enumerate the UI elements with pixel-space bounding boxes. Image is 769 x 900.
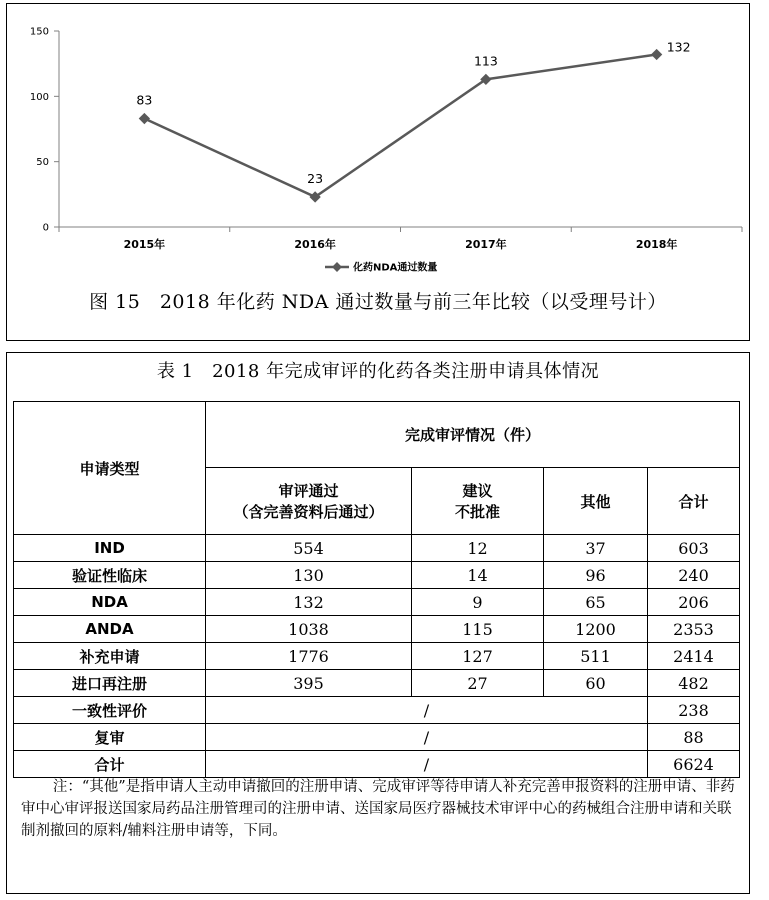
cell-approved: 132: [206, 589, 412, 616]
table-row: [14, 643, 740, 670]
cell-total: 482: [648, 670, 740, 697]
y-tick-label: 100: [29, 91, 49, 103]
row-label: NDA: [14, 589, 206, 616]
data-point: [139, 113, 150, 124]
chart-legend: [325, 261, 437, 274]
table-note: 注：“其他”是指申请人主动申请撤回的注册申请、完成审评等待申请人补充完善申报资料的注册申请、非药审中心审评报送国家局药品注册管理司的注册申请、送国家局医疗器械技术审评中心的药械组合注册申请和关联制剂撤回的原料/辅料注册申请等，下同。: [21, 779, 735, 839]
cell-total: 206: [648, 589, 740, 616]
cell-total: 2414: [648, 643, 740, 670]
header-reject: [412, 468, 544, 535]
header-group: 完成审评情况（件）: [206, 402, 740, 468]
series-line: [144, 55, 656, 197]
cell-other: 511: [544, 643, 648, 670]
cell-other: 65: [544, 589, 648, 616]
table-box: [6, 352, 750, 894]
table-row-merged: [14, 697, 740, 724]
data-label: 23: [307, 170, 324, 186]
header-approved-line1: 审评通过: [278, 482, 339, 500]
x-tick-label: 2018年: [635, 238, 678, 251]
table-row: [14, 562, 740, 589]
y-tick-label: 150: [29, 26, 49, 38]
cell-reject: 14: [412, 562, 544, 589]
cell-total: 603: [648, 535, 740, 562]
cell-approved: 1776: [206, 643, 412, 670]
cell-other: 60: [544, 670, 648, 697]
cell-merged: /: [206, 724, 648, 751]
cell-other: 1200: [544, 616, 648, 643]
figure-box: [6, 3, 750, 341]
header-type: 申请类型: [14, 402, 206, 535]
cell-merged: /: [206, 751, 648, 778]
x-tick-label: 2017年: [465, 238, 507, 251]
header-other: 其他: [544, 468, 648, 535]
chart-axes: [30, 27, 742, 252]
cell-reject: 115: [412, 616, 544, 643]
row-label: 一致性评价: [14, 697, 206, 724]
cell-reject: 9: [412, 589, 544, 616]
cell-approved: 130: [206, 562, 412, 589]
cell-approved: 1038: [206, 616, 412, 643]
cell-total: 238: [648, 697, 740, 724]
header-total: 合计: [648, 468, 740, 535]
data-label: 113: [473, 53, 498, 69]
cell-approved: 554: [206, 535, 412, 562]
figure-caption: 图 15 2018 年化药 NDA 通过数量与前三年比较（以受理号计）: [89, 291, 667, 313]
x-tick-label: 2016年: [294, 238, 336, 251]
table-title: 表 1 2018 年完成审评的化药各类注册申请具体情况: [156, 361, 600, 382]
chart-marks: [136, 40, 690, 203]
cell-reject: 27: [412, 670, 544, 697]
legend-marker: [332, 262, 342, 272]
line-chart: [7, 4, 749, 284]
row-label: 进口再注册: [14, 670, 206, 697]
table-row: [14, 616, 740, 643]
table-row-merged: [14, 751, 740, 778]
cell-merged: /: [206, 697, 648, 724]
data-point: [651, 49, 662, 60]
y-tick-label: 50: [36, 157, 49, 169]
cell-other: 96: [544, 562, 648, 589]
table-row: [14, 589, 740, 616]
x-tick-label: 2015年: [123, 238, 166, 251]
legend-label: 化药NDA通过数量: [353, 262, 438, 274]
cell-total: 2353: [648, 616, 740, 643]
header-approved: [206, 468, 412, 535]
cell-total: 6624: [648, 751, 740, 778]
cell-other: 37: [544, 535, 648, 562]
cell-reject: 127: [412, 643, 544, 670]
row-label: 验证性临床: [14, 562, 206, 589]
cell-total: 88: [648, 724, 740, 751]
row-label: ANDA: [14, 616, 206, 643]
y-tick-label: 0: [42, 222, 49, 234]
table-row: [14, 535, 740, 562]
table-row-merged: [14, 724, 740, 751]
cell-approved: 395: [206, 670, 412, 697]
table-row: [14, 670, 740, 697]
data-table: [13, 401, 740, 778]
cell-reject: 12: [412, 535, 544, 562]
header-approved-line2: （含完善资料后通过）: [233, 503, 384, 521]
cell-total: 240: [648, 562, 740, 589]
data-label: 83: [136, 92, 153, 108]
row-label: 复审: [14, 724, 206, 751]
data-label: 132: [666, 39, 691, 55]
row-label: IND: [14, 535, 206, 562]
header-row-1: [14, 402, 740, 468]
header-reject-line1: 建议: [462, 482, 493, 500]
header-reject-line2: 不批准: [454, 503, 500, 521]
row-label: 补充申请: [14, 643, 206, 670]
row-label: 合计: [14, 751, 206, 778]
